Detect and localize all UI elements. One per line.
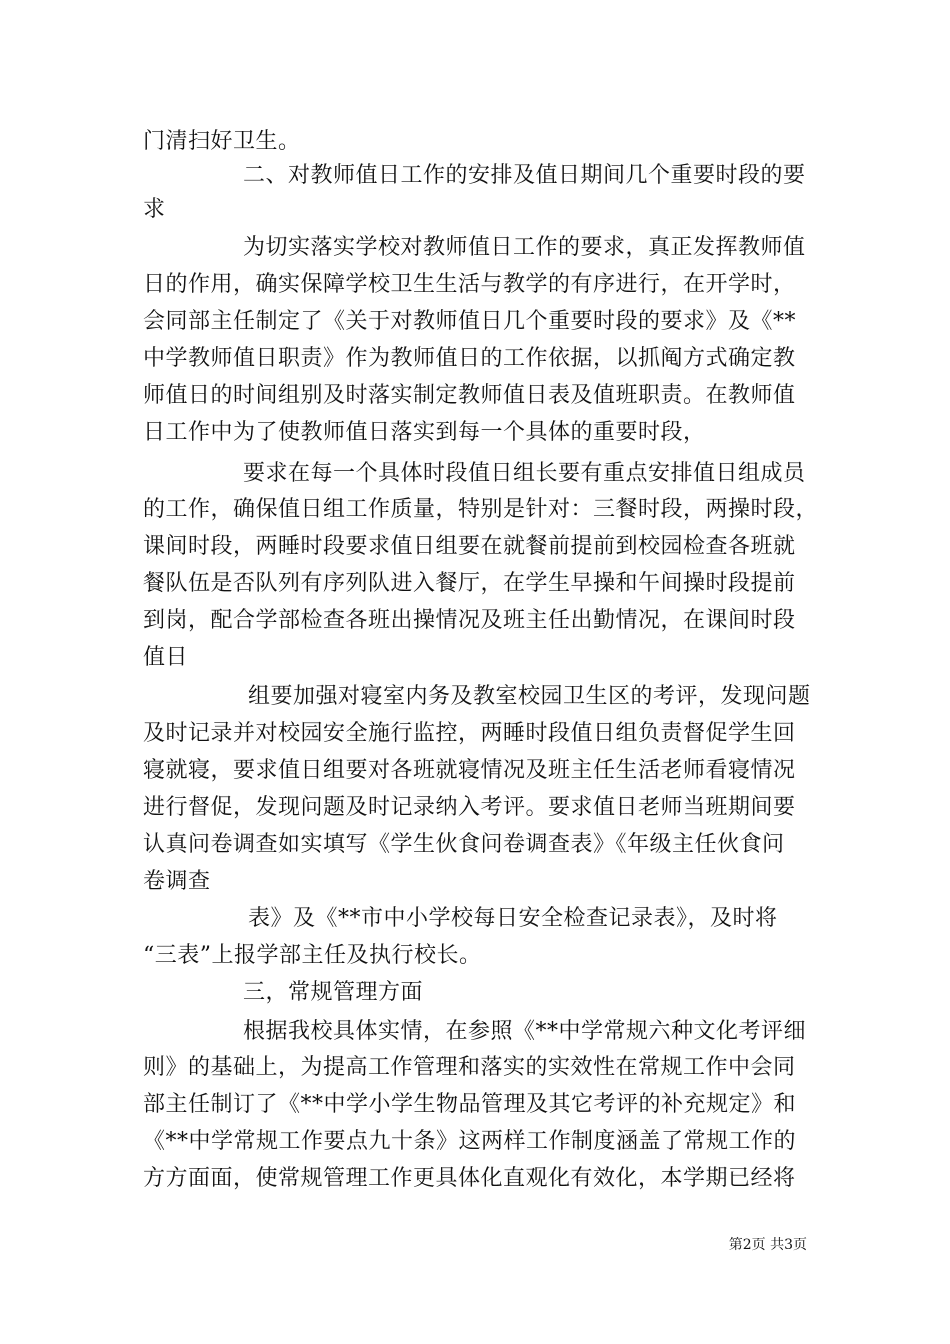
section-heading-3: 三，常规管理方面 xyxy=(243,980,424,1005)
text-line-21: 卷调查 xyxy=(143,869,211,894)
text-line-29: 方方面面，使常规管理工作更具体化直观化有效化，本学期已经将 xyxy=(143,1166,796,1191)
text-line-19: 进行督促，发现问题及时记录纳入考评。要求值日老师当班期间要 xyxy=(143,795,796,820)
text-line-7: 中学教师值日职责》作为教师值日的工作依据，以抓阄方式确定教 xyxy=(143,346,796,371)
text-line-10: 要求在每一个具体时段值日组长要有重点安排值日组成员 xyxy=(243,461,806,486)
text-line-4: 为切实落实学校对教师值日工作的要求，真正发挥教师值 xyxy=(243,235,806,260)
text-line-1: 门清扫好卫生。 xyxy=(143,129,301,154)
text-line-15: 值日 xyxy=(143,645,189,670)
text-line-12: 课间时段，两睡时段要求值日组要在就餐前提前到校园检查各班就 xyxy=(143,534,796,559)
text-line-3: 求 xyxy=(143,197,166,222)
text-line-6: 会同部主任制定了《关于对教师值日几个重要时段的要求》及《** xyxy=(143,309,797,334)
page-number-footer: 第2页 共3页 xyxy=(728,1237,807,1253)
text-line-18: 寝就寝，要求值日组要对各班就寝情况及班主任生活老师看寝情况 xyxy=(143,758,796,783)
text-line-17: 及时记录并对校园安全施行监控，两睡时段值日组负责督促学生回 xyxy=(143,721,796,746)
text-line-8: 师值日的时间组别及时落实制定教师值日表及值班职责。在教师值 xyxy=(143,383,796,408)
text-line-13: 餐队伍是否队列有序列队进入餐厅，在学生早操和午间操时段提前 xyxy=(143,571,796,596)
text-line-11: 的工作，确保值日组工作质量，特别是针对：三餐时段，两操时段， xyxy=(143,497,819,522)
text-line-14: 到岗，配合学部检查各班出操情况及班主任出勤情况，在课间时段 xyxy=(143,608,796,633)
section-heading-2: 二、对教师值日工作的安排及值日期间几个重要时段的要 xyxy=(243,163,806,188)
text-line-20: 认真问卷调查如实填写《学生伙食问卷调查表》《年级主任伙食问 xyxy=(143,832,785,857)
text-line-26: 则》的基础上，为提高工作管理和落实的实效性在常规工作中会同 xyxy=(143,1055,796,1080)
text-line-27: 部主任制订了《**中学小学生物品管理及其它考评的补充规定》和 xyxy=(143,1092,797,1117)
text-line-23: “三表”上报学部主任及执行校长。 xyxy=(143,943,482,968)
text-line-28: 《**中学常规工作要点九十条》这两样工作制度涵盖了常规工作的 xyxy=(143,1129,797,1154)
text-line-16: 组要加强对寝室内务及教室校园卫生区的考评，发现问题 xyxy=(248,684,811,709)
text-line-9: 日工作中为了使教师值日落实到每一个具体的重要时段， xyxy=(143,420,706,445)
text-line-25: 根据我校具体实情，在参照《**中学常规六种文化考评细 xyxy=(243,1019,807,1044)
text-line-22: 表》及《**市中小学校每日安全检查记录表》，及时将 xyxy=(248,906,778,931)
text-line-5: 日的作用，确实保障学校卫生生活与教学的有序进行，在开学时， xyxy=(143,272,796,297)
